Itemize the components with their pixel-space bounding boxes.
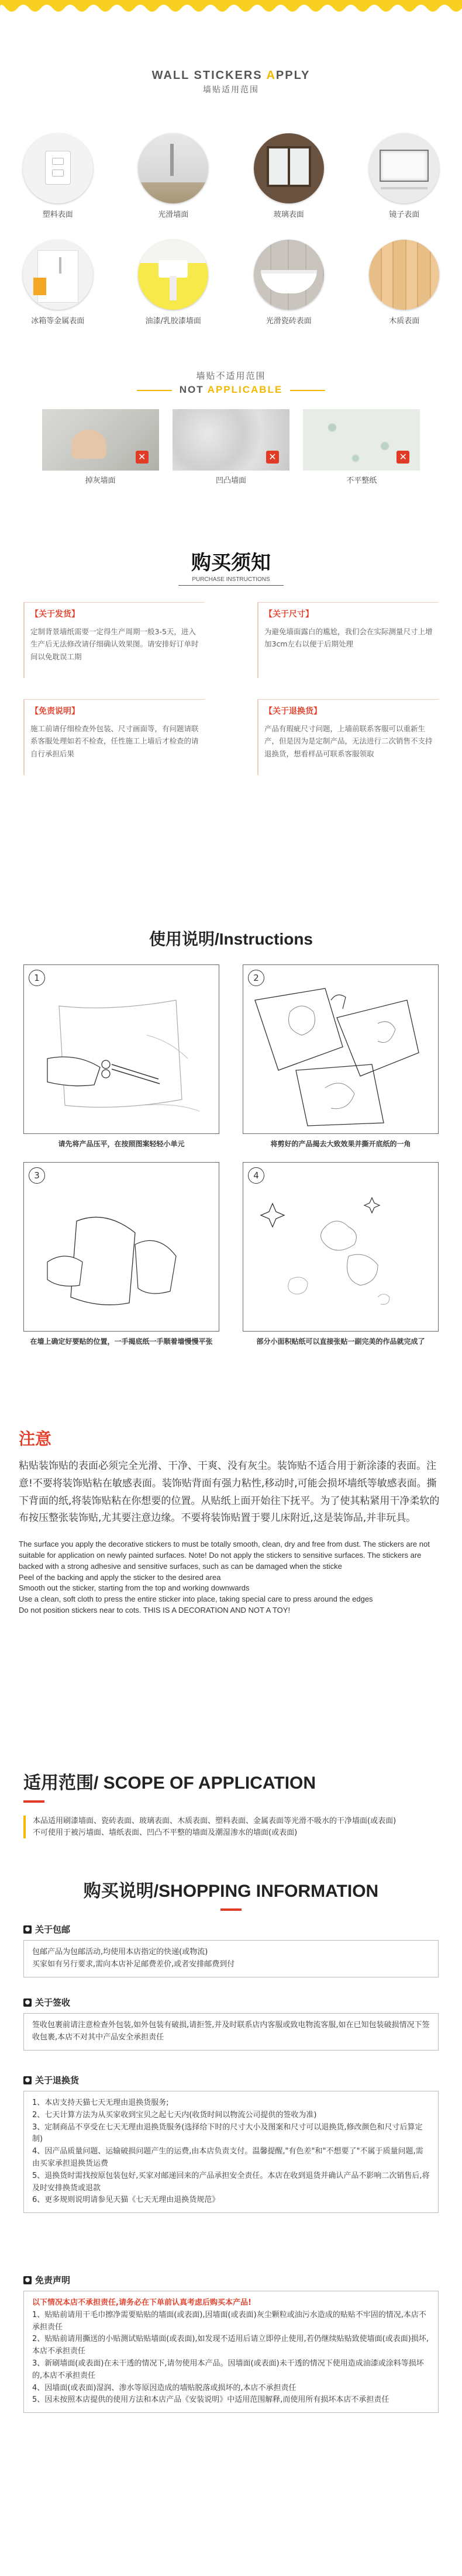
applicable-item <box>239 240 339 326</box>
card-title: 【关于尺寸】 <box>264 610 313 619</box>
block-line: 3、新刷墙面(或表面)在未干透的情况下,请勿使用本产品。因墙面(或表面)未干透的情况下使用造成油漆或涂料等损坏的,本店不承担责任 <box>32 2359 424 2380</box>
x-icon: ✕ <box>266 451 279 464</box>
applicable-item <box>239 133 339 219</box>
applicable-row-1 <box>0 133 462 219</box>
shopping-block-signing <box>23 1996 439 2051</box>
tile-icon <box>254 240 324 310</box>
block-line: 买家如有另行要求,需向本店补足邮费差价,或者安排邮费到付 <box>32 1959 235 1969</box>
not-applicable-title: 墙贴不适用范围 <box>196 371 266 381</box>
applicable-item <box>123 240 223 326</box>
card-title: 【免责说明】 <box>30 707 80 716</box>
step-number: 4 <box>248 1167 264 1184</box>
block-line: 签收包裹前请注意检查外包装,如外包装有破损,请拒签,并及时联系店内客服或致电物流客服,如在已知包装破损情况下签收包裹,本店不对其中产品安全承担责任 <box>32 2021 430 2042</box>
applicable-item <box>8 133 108 219</box>
step-number: 2 <box>248 970 264 986</box>
applicable-label: 冰箱等金属表面 <box>31 317 85 326</box>
block-box <box>23 1940 439 1977</box>
purchase-cards <box>23 602 439 775</box>
not-applicable-label: 掉灰墙面 <box>85 476 116 485</box>
applicable-item <box>354 240 454 326</box>
card-text: 产品有瑕疵尺寸问题，上墙前联系客服可以重新生产，但是因为是定制产品，无法进行二次销售不支持退换货，想看样品可联系客服领取 <box>264 724 433 759</box>
purchase-card-shipping <box>23 602 205 678</box>
applicable-label: 玻璃表面 <box>273 210 304 219</box>
applicable-label: 木质表面 <box>389 317 420 326</box>
instruction-step <box>23 964 219 1149</box>
instructions-header <box>0 926 462 950</box>
not-applicable-item <box>303 409 420 485</box>
applicable-label: 光滑墙面 <box>158 210 189 219</box>
not-applicable-label: 凹凸墙面 <box>215 476 246 485</box>
not-applicable-item <box>173 409 289 485</box>
apply-header <box>0 69 462 95</box>
notes-section <box>0 1426 462 1616</box>
card-title: 【关于发货】 <box>30 610 80 619</box>
not-applicable-subtitle: NOT APPLICABLE <box>0 384 462 396</box>
block-title: ● 关于包邮 <box>23 1923 439 1935</box>
window-icon <box>254 133 324 203</box>
scope-text <box>23 1816 439 1838</box>
block-line: 5、因未按照本店提供的使用方法和本店产品《安装说明》中适用范围解释,而使用所有损坏本店不承担责任 <box>32 2395 389 2405</box>
applicable-item <box>123 133 223 219</box>
apply-title: WALL STICKERS APPLY <box>151 69 311 82</box>
block-line: 3、定制商品不享受在七天无理由退换货服务(选择给下时的尺寸大小及图案和尺寸可以退换货,修改颜色和尺寸后算定制) <box>32 2122 423 2144</box>
applicable-label: 光滑瓷砖表面 <box>266 317 312 326</box>
purchase-card-disclaimer <box>23 699 205 775</box>
not-applicable-item <box>42 409 159 485</box>
info-icon: ● <box>23 2076 32 2084</box>
x-icon: ✕ <box>397 451 409 464</box>
info-icon: ● <box>23 2276 32 2284</box>
purchase-card-returns <box>257 699 439 775</box>
block-title: ● 关于退换货 <box>23 2074 439 2086</box>
block-title: ● 免责声明 <box>23 2274 439 2286</box>
outlet-icon <box>23 133 93 203</box>
purchase-title: 购买须知 <box>191 551 271 575</box>
block-warning: 以下情况本店不承担责任,请务必在下单前认真考虑后购买本产品! <box>32 2298 251 2307</box>
step-panel <box>243 1162 439 1332</box>
card-text: 施工前请仔细检查外包装、尺寸画面等，有问题请联系客服处理如若不检查，任性施工上墙后才检查的请自行承担后果 <box>30 724 199 759</box>
shopping-block-disclaimer <box>23 2274 439 2413</box>
block-line: 6、更多规则说明请参见天猫《七天无理由退换货规范》 <box>32 2195 220 2205</box>
apply-subtitle: 墙贴适用范围 <box>203 85 259 95</box>
shopping-block-returns <box>23 2074 439 2213</box>
fridge-icon <box>23 240 93 310</box>
not-applicable-header <box>0 369 462 396</box>
scope-line-applicable: 本品适用刷漆墙面、瓷砖表面、玻璃表面、木质表面、塑料表面、金属表面等光滑不吸水的干净墙面(或表面) <box>33 1817 397 1825</box>
step-number: 3 <box>29 1167 45 1184</box>
block-line: 1、贴贴前请用干毛巾擦净需要贴贴的墙面(或表面),因墙面(或表面)灰尘颗粒或油污水造成的贴贴不牢固的情况,本店不承担责任 <box>32 2310 426 2332</box>
scope-line-not-applicable: 不可使用于被污墙面、墙纸表面、凹凸不平整的墙面及潮湿渗水的墙面(或表面) <box>33 1828 298 1837</box>
card-text: 定制背景墙纸需要一定得生产周期一般3-5天，进入生产后无法修改请仔细确认效果图。请安排好订单时间以免耽误工期 <box>30 627 199 662</box>
apply-to-wall-illustration <box>24 1163 219 1331</box>
step-panel <box>243 964 439 1134</box>
instructions-title: 使用说明/Instructions <box>149 930 313 948</box>
purchase-card-size <box>257 602 439 678</box>
applicable-label: 镜子表面 <box>389 210 420 219</box>
patterned-wallpaper-image <box>303 409 420 471</box>
block-line: 4、因墙面(或表面)湿润、渗水等原因造成的墙贴脱落或损坏的,本店不承担责任 <box>32 2383 296 2392</box>
notes-title: 注意 <box>19 1429 52 1448</box>
shopping-header <box>0 1876 462 1913</box>
finished-stickers-illustration <box>243 1163 438 1331</box>
crumbling-wall-image <box>42 409 159 471</box>
step-caption: 将剪好的产品揭去大致效果并撕开底纸的一角 <box>270 1140 411 1148</box>
applicable-item <box>354 133 454 219</box>
card-title: 【关于退换货】 <box>264 707 322 716</box>
instruction-step <box>243 1162 439 1347</box>
applicable-label: 油漆/乳胶漆墙面 <box>145 317 201 326</box>
step-panel <box>23 1162 219 1332</box>
block-title: ● 关于签收 <box>23 1996 439 2008</box>
not-applicable-label: 不平整纸 <box>346 476 377 485</box>
mirror-icon <box>369 133 439 203</box>
scope-section <box>0 1768 462 1838</box>
applicable-label: 塑料表面 <box>42 210 73 219</box>
paint-icon <box>138 240 208 310</box>
card-text: 为避免墙面露白的尴尬，我们会在实际测量尺寸上增加3cm左右以便于后期处理 <box>264 627 433 649</box>
instruction-step <box>23 1162 219 1347</box>
shopping-title: 购买说明/SHOPPING INFORMATION <box>83 1882 379 1901</box>
wavy-top-border <box>0 0 462 15</box>
block-box <box>23 2013 439 2051</box>
instruction-step <box>243 964 439 1149</box>
step-number: 1 <box>29 970 45 986</box>
x-icon: ✕ <box>136 451 149 464</box>
instructions-grid <box>23 964 439 1347</box>
peel-backing-illustration <box>243 965 438 1133</box>
block-line: 5、退换货时需找按原包装包好,买家对邮递回来的产品承担安全责任。本店在收到退货并确认产品不影响二次销售后,将及时安排换货或退款 <box>32 2171 430 2193</box>
purchase-header <box>0 547 462 586</box>
step-caption: 在墙上确定好要贴的位置，一手揭底纸一手顺着墙慢慢平张 <box>30 1337 213 1346</box>
block-line: 4、因产品质量问题、运输破损问题产生的运费,由本店负责支付。温馨提醒,"有色差"和"不想要了"不属于质量问题,需由买家承担退换货运费 <box>32 2147 423 2168</box>
step-panel <box>23 964 219 1134</box>
block-box <box>23 2291 439 2413</box>
shopping-block-free-shipping <box>23 1923 439 1977</box>
scope-title: 适用范围/ SCOPE OF APPLICATION <box>23 1773 316 1793</box>
info-icon: ● <box>23 1998 32 2007</box>
step-caption: 部分小面积贴纸可以直接张贴一副完美的作品就完成了 <box>256 1337 425 1346</box>
purchase-subtitle: PURCHASE INSTRUCTIONS <box>192 576 270 583</box>
block-box <box>23 2091 439 2213</box>
block-line: 包邮产品为包邮活动,均使用本店指定的快递(或物流) <box>32 1948 208 1956</box>
uneven-wall-image <box>173 409 289 471</box>
hands-scissors-illustration <box>24 965 219 1133</box>
notes-zh-text: 粘贴装饰贴的表面必须完全光滑、干净、干爽、没有灰尘。装饰贴不适合用于新涂漆的表面。注意!不要将装饰贴粘在敏感表面。装饰贴背面有强力粘性,移动时,可能会损坏墙纸等敏感表面。撕下背面的纸,将装饰贴粘在你想要的位置。从贴纸上面开始往下抚平。为了使其粘紧用干净柔软的布按压整张装饰贴,尤其要注意边缘。不要将装饰贴置于婴儿床附近,这是装饰品,并非玩具。 <box>19 1460 440 1524</box>
applicable-item <box>8 240 108 326</box>
block-line: 2、贴贴前请用撕送的小贴测试贴贴墙面(或表面),如发现不适用后请立即停止使用,若仍继续贴贴致使墙面(或表面)损坏,本店不承担责任 <box>32 2335 429 2356</box>
block-line: 1、本店支持天猫七天无理由退换货服务; <box>32 2098 169 2107</box>
step-caption: 请先将产品压平，在按照图案轻轻小单元 <box>58 1140 185 1148</box>
info-icon: ● <box>23 1925 32 1934</box>
not-applicable-row <box>0 409 462 485</box>
block-line: 2、七天计算方法为从买家收到宝贝之起七天内(收货时间以物流公司提供的签收为准) <box>32 2110 317 2119</box>
wall-icon <box>138 133 208 203</box>
notes-en-text: The surface you apply the decorative stickers to must be totally smooth, clean, dry and free from dust. The stickers are not suitable for application on newly painted surfaces. Note! Do not apply the stickers to sensitive surfaces. The stickers are backed with a strong adhesive and sensitive surfaces, such as can be damaged when the sticke Peel of the backing and apply the sticker to the desired area Smooth out the sticker, starting from the top and working downwards Use a clean, soft cloth to press the entire sticker into place, taking special care to press around the edges Do not position stickers near to cots. THIS IS A DECORATION AND NOT A TOY! <box>19 1540 430 1615</box>
wood-icon <box>369 240 439 310</box>
applicable-row-2 <box>0 240 462 326</box>
